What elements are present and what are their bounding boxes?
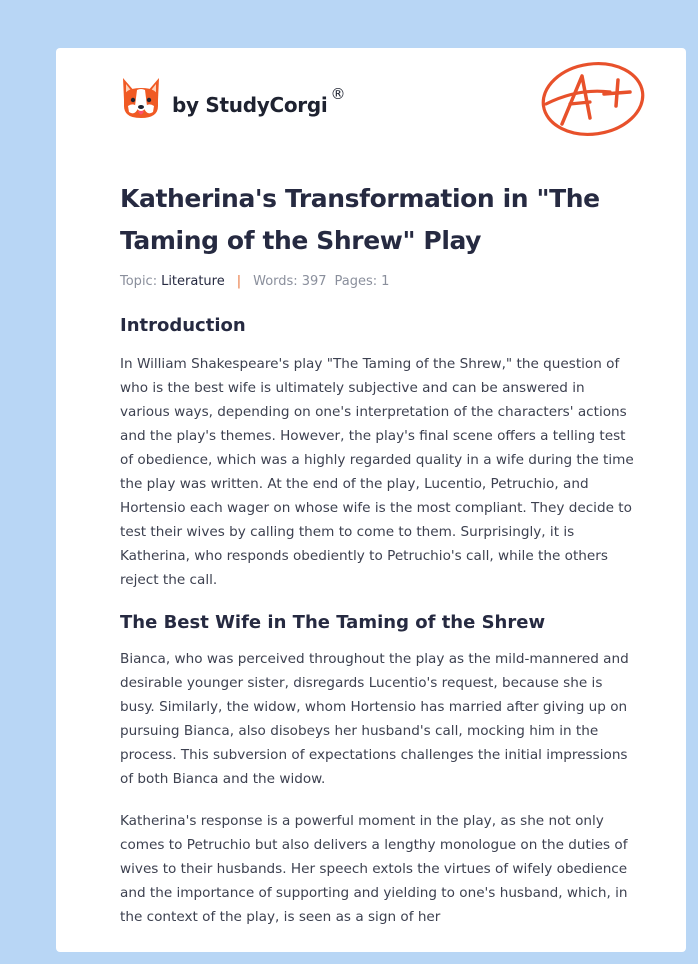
- paragraph: Katherina's response is a powerful moment in the play, as she not only comes to Petruchio but also delivers a lengthy monologue on the duties of wives to their husbands. Her speech extols the virtues of wifely obedience and the importance of supporting and yielding to one's husband, which, in the context of the play, is seen as a sign of her: [120, 813, 628, 925]
- pages-count: 1: [381, 274, 390, 289]
- section-heading-introduction: Introduction: [120, 315, 246, 336]
- section-heading-best-wife: The Best Wife in The Taming of the Shrew: [120, 612, 546, 633]
- article-title: Katherina's Transformation in "The Taming of the Shrew" Play: [120, 184, 600, 255]
- topic-link[interactable]: Literature: [161, 274, 225, 289]
- brand-name: [172, 85, 346, 117]
- words-count: 397: [301, 274, 327, 289]
- brand-text: by StudyCorgi: [172, 93, 328, 117]
- meta-separator: |: [236, 274, 242, 289]
- pages-label: Pages:: [334, 274, 378, 289]
- topic-label: Topic:: [120, 274, 158, 289]
- registered-mark: ®: [330, 85, 346, 103]
- paragraph: Bianca, who was perceived throughout the play as the mild-mannered and desirable younger sister, disregards Lucentio's request, because she is busy. Similarly, the widow, whom Hortensio has married after giving up on pursuing Bianca, also disobeys her husband's call, mocking him in the process. This subversion of expectations challenges the initial impressions of both Bianca and the widow.: [120, 651, 629, 787]
- corgi-icon: [120, 76, 162, 120]
- studycorgi-logo[interactable]: [120, 76, 345, 120]
- paragraph: In William Shakespeare's play "The Taming of the Shrew," the question of who is the best wife is ultimately subjective and can be answered in various ways, depending on one's interpretation of the characters' actions and the play's themes. However, the play's final scene offers a telling test of obedience, which was a highly regarded quality in a wife during the time the play was written. At the end of the play, Lucentio, Petruchio, and Hortensio each wager on whose wife is the most compliant. They decide to test their wives by calling them to come to them. Surprisingly, it is Katherina, who responds obediently to Petruchio's call, while the others reject the call.: [120, 356, 634, 588]
- article-body: [120, 178, 634, 929]
- a-plus-grade-icon: [538, 58, 650, 140]
- words-label: Words:: [253, 274, 298, 289]
- document-page: [56, 48, 686, 952]
- article-meta: [120, 274, 634, 289]
- page-header: [56, 48, 686, 168]
